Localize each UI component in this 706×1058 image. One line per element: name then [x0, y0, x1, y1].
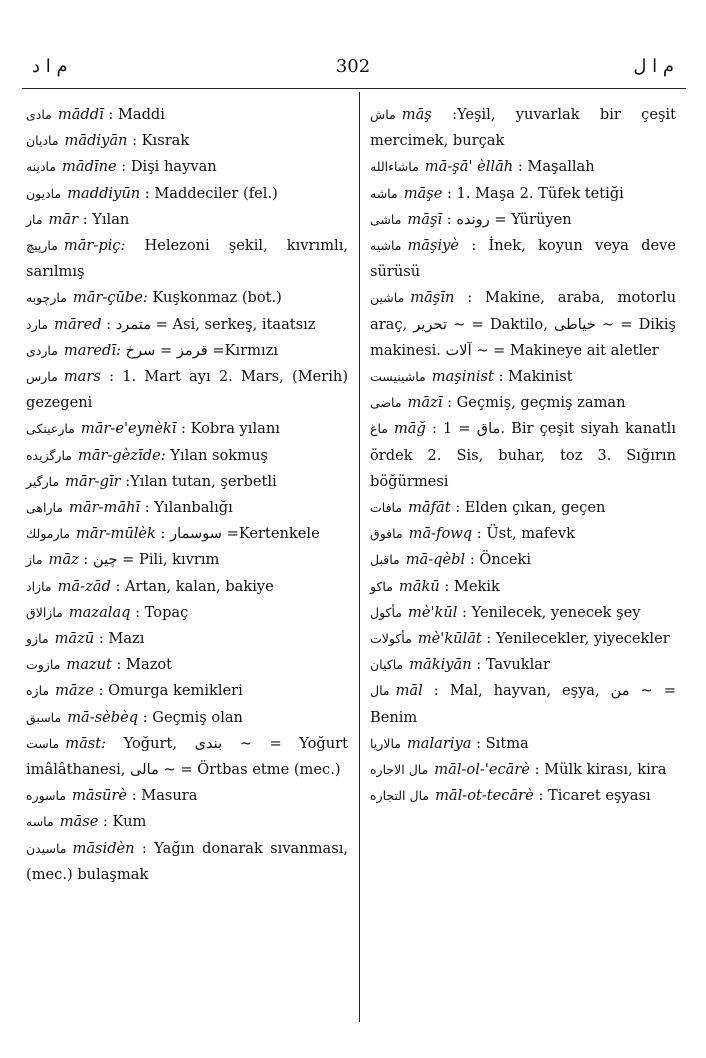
- entry-definition: : 1. Mart ayı 2. Mars, (Merih) gezegeni: [26, 368, 349, 412]
- entry-arabic: ماسبق: [26, 709, 62, 725]
- entry-headword: mār-gèzīde:: [77, 446, 166, 464]
- entry-headword: mādīne: [62, 158, 117, 176]
- entry-arabic: مازوت: [26, 657, 61, 673]
- entry-definition: : Geçmiş olan: [142, 708, 243, 726]
- entry-arabic: ماراهى: [26, 500, 64, 516]
- entry-definition: : رونده = Yürüyen: [446, 210, 572, 228]
- entry-headword: mār-e'eynèkī: [80, 420, 177, 438]
- dictionary-entry: [26, 521, 348, 547]
- entry-arabic: ماديون: [26, 185, 62, 201]
- entry-definition: Helezoni şekil, kıvrımlı, sarılmış: [26, 237, 349, 281]
- entry-headword: māşiyè: [407, 237, 460, 255]
- entry-headword: māzī: [407, 394, 443, 412]
- entry-definition: : Mal, hayvan, eşya, من ~ = Benim: [370, 682, 676, 726]
- entry-headword: mā-şā' èllāh: [424, 158, 514, 176]
- entry-arabic: مال الاجاره: [370, 762, 429, 778]
- dictionary-entry: [26, 102, 348, 128]
- dictionary-entry: [370, 731, 676, 757]
- dictionary-entry: [26, 547, 348, 573]
- entry-headword: māşīn: [410, 289, 455, 307]
- entry-definition: : Yenilecek, yenecek şey: [462, 603, 641, 621]
- column-divider: [359, 92, 360, 1022]
- entry-headword: māsidèn: [72, 839, 135, 857]
- entry-arabic: ماشاءالله: [370, 159, 419, 175]
- entry-headword: māddī: [57, 106, 104, 123]
- entry-arabic: ماسيدن: [26, 840, 67, 856]
- entry-arabic: مافوق: [370, 526, 403, 542]
- page-number: 302: [335, 56, 371, 77]
- entry-headword: mākiyān: [409, 656, 472, 674]
- dictionary-entry: [26, 809, 348, 835]
- dictionary-entry: [370, 626, 676, 652]
- dictionary-entry: [26, 285, 348, 311]
- entry-definition: : Maşallah: [517, 158, 595, 176]
- entry-headword: māğ: [393, 420, 426, 438]
- entry-headword: mazut: [66, 656, 112, 674]
- dictionary-entry: [26, 338, 348, 364]
- entry-arabic: مازالاق: [26, 604, 63, 620]
- dictionary-entry: [26, 443, 348, 469]
- entry-definition: : 1. Maşa 2. Tüfek tetiği: [447, 184, 624, 202]
- entry-definition: : Makine, araba, motorlu araç, تحرير ~ = Daktilo, خياطى ~ = Dikiş makinesi. آلات ~ = Makineye ait aletler: [370, 289, 676, 359]
- entry-arabic: مأكولات: [370, 631, 412, 647]
- entry-arabic: ماز: [26, 552, 43, 568]
- entry-headword: mā-sèbèq: [67, 708, 139, 726]
- dictionary-entry: [370, 285, 676, 364]
- entry-headword: māse: [59, 813, 99, 831]
- dictionary-entry: [370, 783, 676, 809]
- entry-headword: māz: [48, 551, 79, 569]
- entry-headword: maredī:: [63, 341, 121, 359]
- header-rule: [22, 88, 686, 89]
- entry-headword: mè'kūlāt: [417, 630, 482, 648]
- dictionary-entry: [370, 416, 676, 495]
- entry-arabic: مارگزيده: [26, 447, 72, 463]
- entry-definition: : ماق = 1. Bir çeşit siyah kanatlı ördek 2. Sis, buhar, toz 3. Sığırın böğürmesi: [370, 420, 676, 490]
- entry-definition: : Omurga kemikleri: [98, 682, 243, 700]
- entry-arabic: ماكو: [370, 578, 393, 594]
- entry-arabic: مارپيچ: [26, 238, 58, 254]
- header-right-letters: م ا ل: [633, 56, 674, 77]
- right-column: [370, 102, 676, 809]
- entry-headword: māzū: [54, 630, 95, 648]
- entry-arabic: مارمولك: [26, 526, 71, 542]
- entry-definition: : Mazot: [116, 656, 173, 674]
- entry-definition: : Makinist: [498, 368, 573, 386]
- dictionary-entry: [26, 705, 348, 731]
- entry-arabic: مارچوبه: [26, 290, 67, 306]
- entry-arabic: ماشيه: [370, 238, 402, 254]
- entry-headword: malariya: [406, 734, 472, 752]
- entry-arabic: ماردى: [26, 342, 58, 358]
- entry-arabic: مالاريا: [370, 735, 401, 751]
- entry-headword: māred: [54, 315, 102, 333]
- entry-headword: maşinist: [431, 368, 494, 386]
- entry-arabic: ماقبل: [370, 552, 400, 568]
- entry-definition: : Yenilecekler, yiyecekler: [486, 630, 670, 648]
- entry-headword: maddiyūn: [67, 184, 141, 202]
- entry-arabic: مارد: [26, 316, 49, 332]
- left-column: [26, 102, 348, 888]
- dictionary-entry: [370, 678, 676, 730]
- entry-headword: māl-ot-tecārè: [435, 787, 534, 805]
- entry-headword: mākū: [398, 577, 440, 595]
- entry-definition: Yoğurt, بندى ~ = Yoğurt imâlâthanesi, مالى ~ = Örtbas etme (mec.): [26, 734, 349, 779]
- entry-definition: Yılan sokmuş: [170, 446, 268, 464]
- entry-definition: : Elden çıkan, geçen: [455, 499, 606, 517]
- entry-definition: : Sıtma: [476, 734, 529, 752]
- dictionary-entry: [370, 181, 676, 207]
- dictionary-entry: [370, 521, 676, 547]
- entry-definition: : سوسمار =Kertenkele: [160, 525, 320, 543]
- entry-definition: : Geçmiş, geçmiş zaman: [447, 394, 626, 412]
- entry-arabic: ماكيان: [370, 657, 404, 673]
- dictionary-entry: [26, 836, 348, 888]
- dictionary-entry: [26, 207, 348, 233]
- entry-definition: : İnek, koyun veya deve sürüsü: [370, 237, 676, 281]
- entry-headword: mār-gīr: [65, 472, 121, 490]
- entry-arabic: ماشه: [370, 185, 398, 201]
- entry-arabic: مادى: [26, 107, 52, 122]
- entry-definition: : Mülk kirası, kira: [534, 761, 667, 779]
- dictionary-entry: [26, 783, 348, 809]
- dictionary-entry: [26, 574, 348, 600]
- entry-headword: mè'kūl: [408, 603, 458, 621]
- page-header: [0, 56, 706, 86]
- dictionary-entry: [26, 652, 348, 678]
- entry-definition: : Üst, mafevk: [476, 525, 575, 543]
- dictionary-entry: [370, 547, 676, 573]
- dictionary-entry: [26, 128, 348, 154]
- entry-definition: : Yılanbalığı: [144, 499, 233, 517]
- entry-headword: mā-zād: [57, 577, 111, 595]
- entry-definition: : Önceki: [469, 551, 532, 569]
- entry-headword: mādiyān: [64, 132, 128, 150]
- dictionary-entry: [370, 574, 676, 600]
- entry-definition: : Yağın donarak sıvanması, (mec.) bulaşmak: [26, 839, 348, 883]
- entry-headword: māş: [401, 106, 432, 123]
- entry-arabic: مال: [370, 683, 390, 699]
- entry-headword: māl: [395, 682, 423, 700]
- entry-arabic: مال التجاره: [370, 788, 430, 804]
- entry-definition: : Ticaret eşyası: [538, 787, 651, 805]
- entry-headword: mār: [48, 210, 79, 228]
- dictionary-entry: [370, 652, 676, 678]
- dictionary-entry: [370, 364, 676, 390]
- entry-definition: : Maddi: [108, 106, 165, 123]
- entry-headword: mā-fowq: [408, 525, 473, 543]
- dictionary-entry: [26, 600, 348, 626]
- entry-arabic: ماشى: [370, 211, 402, 227]
- dictionary-entry: [26, 364, 348, 416]
- entry-arabic: ماش: [370, 107, 396, 122]
- dictionary-entry: [26, 469, 348, 495]
- dictionary-entry: [26, 678, 348, 704]
- entry-headword: māfāt: [408, 499, 451, 517]
- entry-arabic: مأكول: [370, 604, 402, 620]
- dictionary-entry: [26, 731, 348, 783]
- entry-arabic: ماشينيست: [370, 369, 426, 385]
- entry-definition: : چين = Pili, kıvrım: [83, 551, 220, 569]
- entry-definition: : Mekik: [444, 577, 500, 595]
- entry-definition: : Maddeciler (fel.): [144, 184, 278, 202]
- header-left-letters: م ا د: [32, 56, 68, 77]
- entry-arabic: ماغ: [370, 421, 388, 437]
- entry-arabic: مار: [26, 211, 43, 227]
- entry-arabic: ماديان: [26, 133, 59, 149]
- entry-definition: :Yılan tutan, şerbetli: [125, 472, 277, 490]
- dictionary-entry: [26, 495, 348, 521]
- entry-definition: : Artan, kalan, bakiye: [115, 577, 274, 595]
- entry-definition: : Topaç: [135, 603, 189, 621]
- entry-headword: māşī: [407, 210, 443, 228]
- entry-headword: māze: [55, 682, 94, 700]
- entry-headword: mā-qèbl: [405, 551, 466, 569]
- dictionary-entry: [26, 312, 348, 338]
- entry-arabic: ماشين: [370, 290, 405, 306]
- dictionary-entry: [370, 757, 676, 783]
- entry-arabic: ماضى: [370, 395, 402, 411]
- entry-arabic: مارعينكى: [26, 421, 75, 437]
- dictionary-entry: [26, 626, 348, 652]
- entry-arabic: مارگير: [26, 473, 60, 489]
- entry-arabic: مازو: [26, 631, 49, 647]
- entry-definition: : Yılan: [82, 210, 130, 228]
- entry-definition: : Mazı: [98, 630, 145, 648]
- entry-arabic: مازه: [26, 683, 50, 699]
- dictionary-entry: [26, 154, 348, 180]
- dictionary-entry: [26, 233, 348, 285]
- dictionary-entry: [370, 207, 676, 233]
- entry-headword: māst:: [65, 734, 107, 752]
- entry-headword: mār-piç:: [63, 237, 126, 255]
- entry-definition: : متمرد = Asi, serkeş, itaatsız: [106, 315, 316, 333]
- dictionary-entry: [370, 233, 676, 285]
- entry-headword: mars: [63, 368, 101, 386]
- entry-definition: :Yeşil, yuvarlak bir çeşit mercimek, burçak: [370, 106, 676, 150]
- entry-headword: mār-māhī: [69, 499, 141, 517]
- entry-definition: Kuşkonmaz (bot.): [152, 289, 282, 307]
- entry-arabic: ماسه: [26, 814, 54, 830]
- entry-definition: : Dişi hayvan: [121, 158, 217, 176]
- entry-definition: : Tavuklar: [476, 656, 550, 674]
- dictionary-entry: [370, 154, 676, 180]
- entry-headword: mār-çūbe:: [72, 289, 148, 307]
- entry-definition: قرمز = سرخ =Kırmızı: [125, 341, 279, 359]
- entry-headword: mazalaq: [68, 603, 131, 621]
- entry-headword: mār-mūlèk: [76, 525, 156, 543]
- entry-arabic: مادينه: [26, 159, 57, 175]
- dictionary-entry: [26, 181, 348, 207]
- entry-arabic: ماسوره: [26, 788, 67, 804]
- entry-arabic: مازاد: [26, 578, 52, 594]
- entry-headword: māl-ol-'ecārè: [434, 761, 530, 779]
- entry-definition: : Kum: [103, 813, 147, 831]
- dictionary-entry: [370, 600, 676, 626]
- dictionary-entry: [370, 102, 676, 154]
- dictionary-entry: [370, 390, 676, 416]
- entry-arabic: ماست: [26, 735, 60, 751]
- dictionary-entry: [26, 416, 348, 442]
- entry-arabic: مافات: [370, 500, 403, 516]
- dictionary-entry: [370, 495, 676, 521]
- entry-definition: : Kobra yılanı: [181, 420, 280, 438]
- entry-definition: : Masura: [131, 787, 198, 805]
- entry-headword: māşe: [403, 184, 443, 202]
- entry-definition: : Kısrak: [132, 132, 190, 150]
- entry-arabic: مارس: [26, 369, 58, 385]
- entry-headword: māsūrè: [72, 787, 128, 805]
